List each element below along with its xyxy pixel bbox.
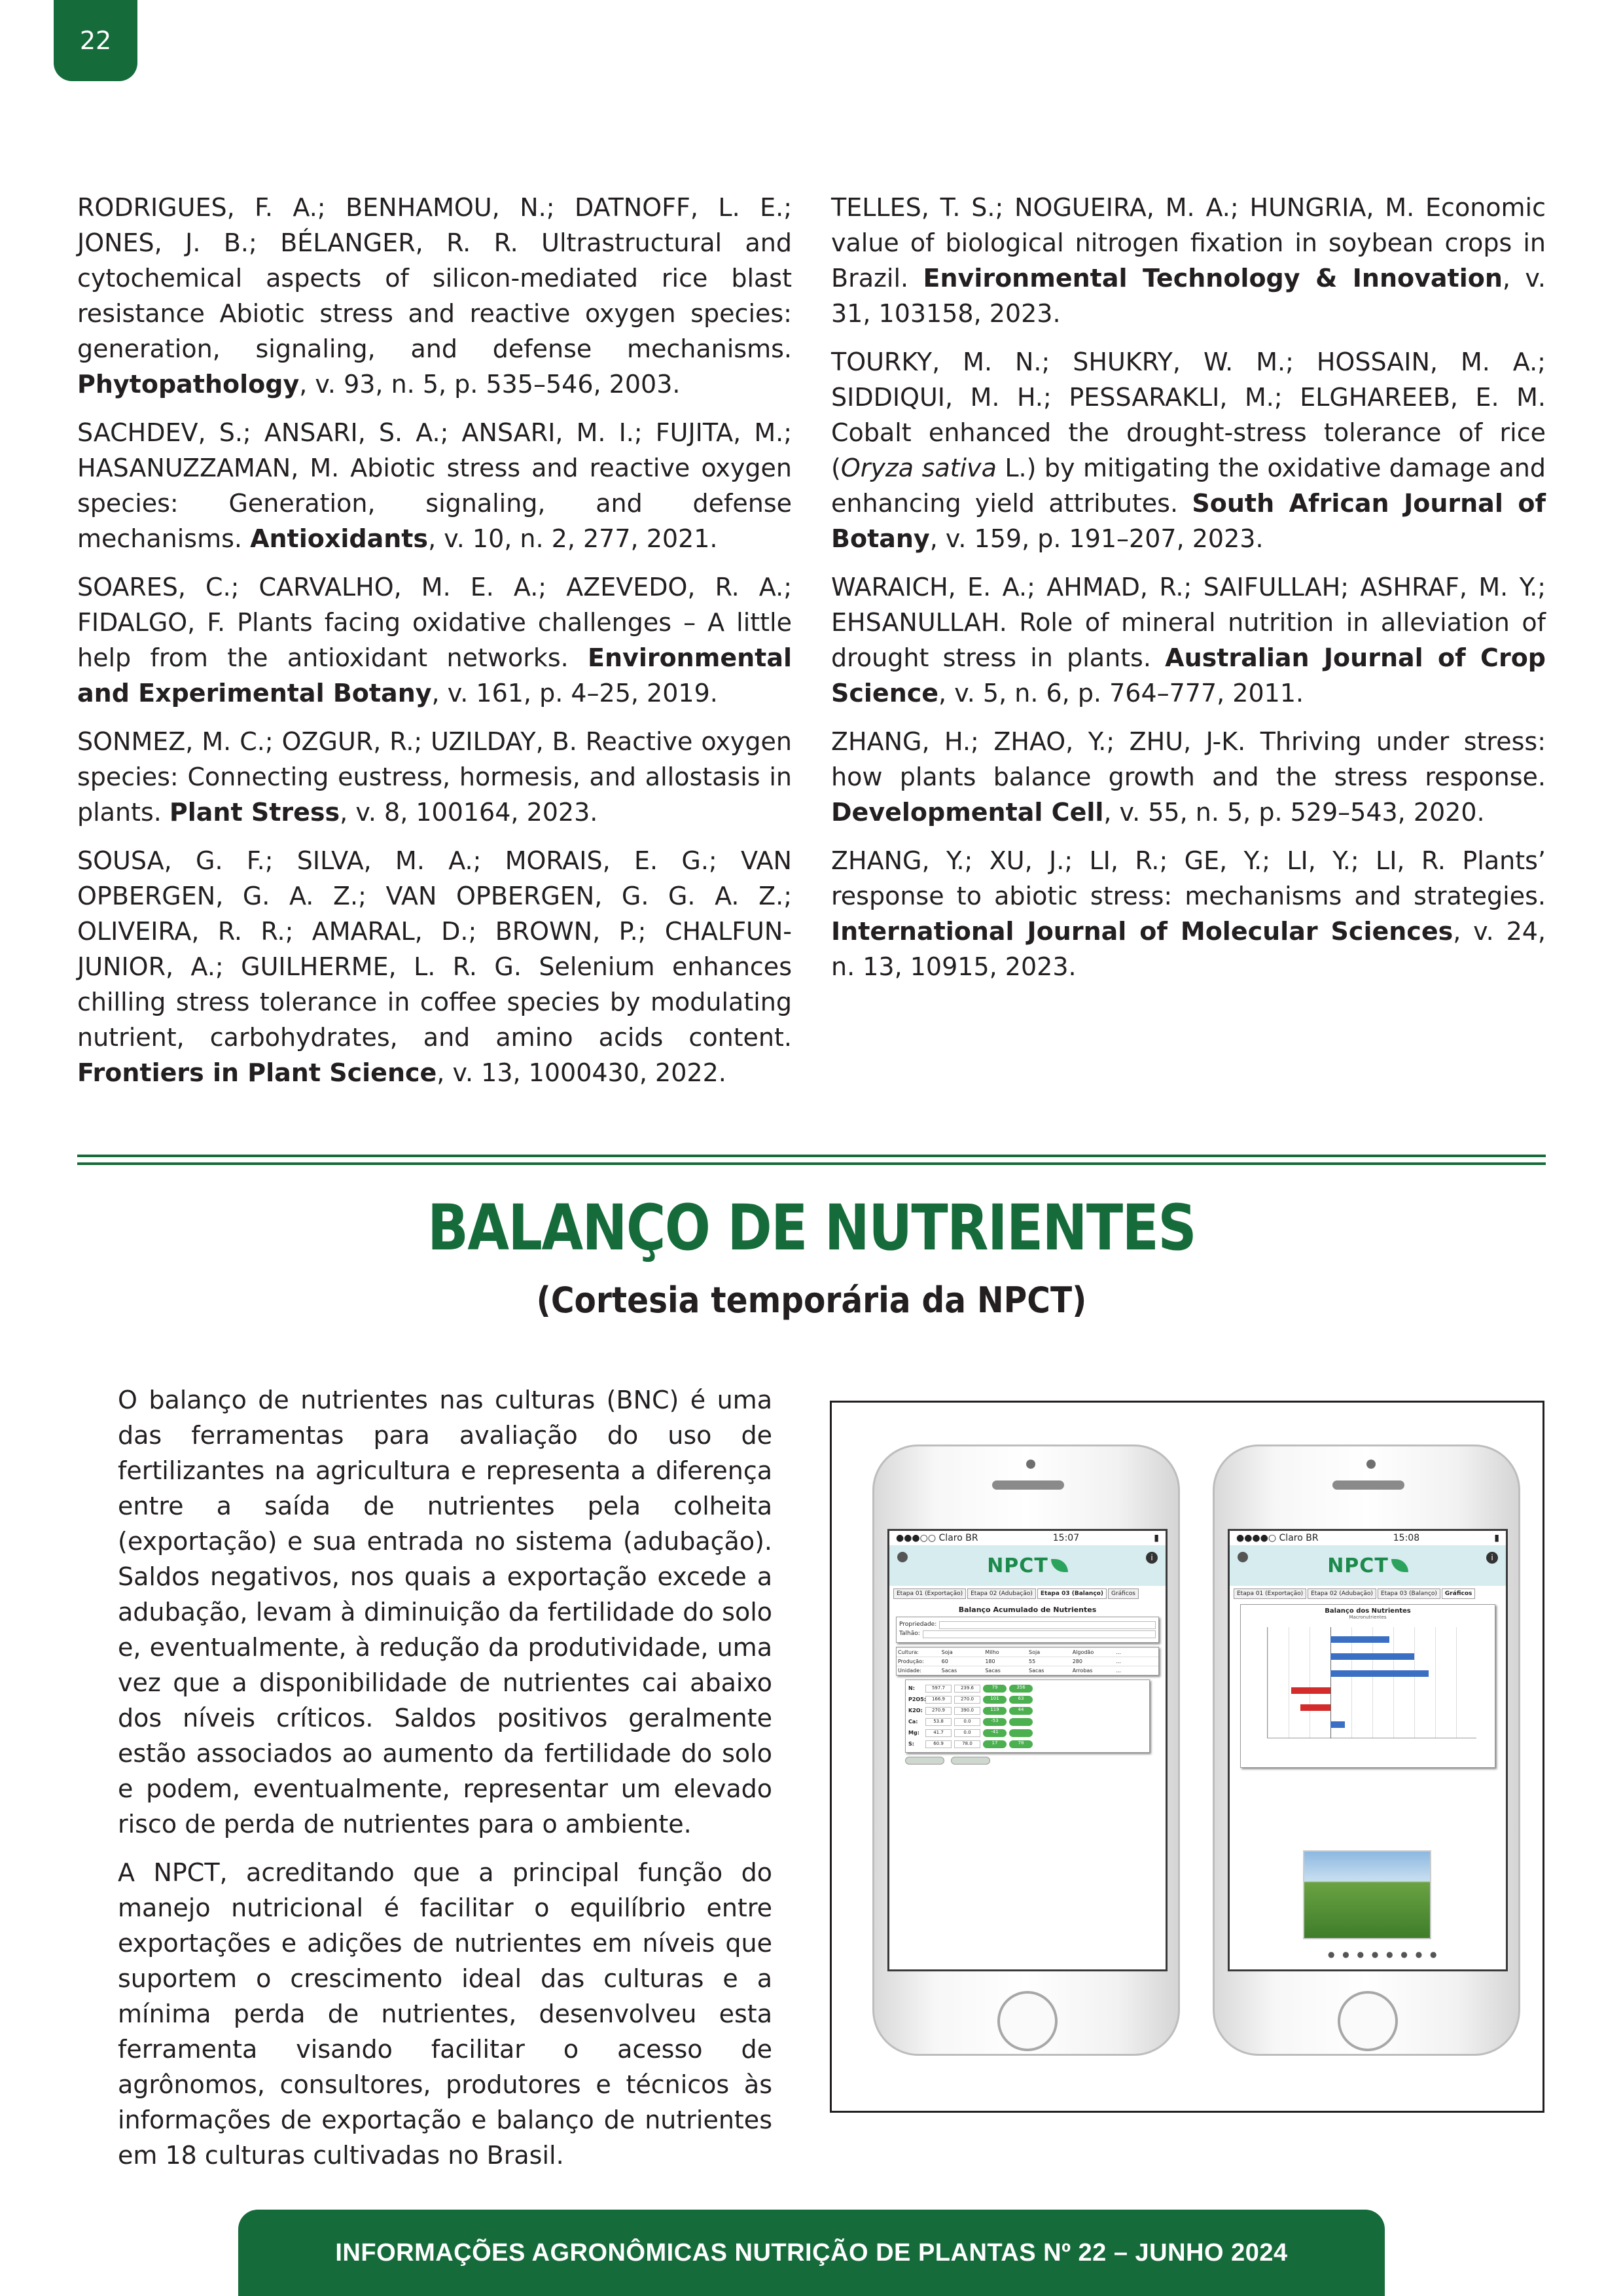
bar-mg: [1300, 1704, 1330, 1711]
table-cell: Sacas: [941, 1668, 957, 1674]
form-label: Talhão:: [899, 1630, 920, 1637]
reference-item: TELLES, T. S.; NOGUEIRA, M. A.; HUNGRIA, M. Economic value of biological nitrogen fixation in soybean crops in Brazil. Environmental Technology & Innovation, v. 31, 103158, 2023.: [831, 193, 1546, 328]
nutrient-label: K2O:: [908, 1708, 923, 1713]
tab-graficos[interactable]: Gráficos: [1442, 1588, 1475, 1599]
reference-item: SONMEZ, M. C.; OZGUR, R.; UZILDAY, B. Reactive oxygen species: Connecting eustress, hormesis, and allostasis in plants. Plant Stress, v. 8, 100164, 2023.: [77, 727, 792, 827]
table-cell: 180: [985, 1659, 995, 1664]
table-row: [908, 1716, 1147, 1727]
table-cell: Soja: [1029, 1649, 1041, 1655]
nutrient-label: S:: [908, 1741, 914, 1747]
section-divider: [77, 1155, 1546, 1157]
reference-item: ZHANG, Y.; XU, J.; LI, R.; GE, Y.; LI, Y.; LI, R. Plants’ response to abiotic stress: mechanisms and strategies. International Journal of Molecular Sciences, v. 24, n. 13, 10915, 2023.: [831, 846, 1546, 981]
property-field[interactable]: [939, 1621, 1156, 1629]
tab-adubacao[interactable]: Etapa 02 (Adubação): [967, 1588, 1036, 1599]
export-value: 166.9: [925, 1696, 952, 1704]
table-cell: Sacas: [1029, 1668, 1044, 1674]
return-badge: 44: [1009, 1707, 1033, 1715]
balance-badge: 79: [983, 1685, 1007, 1693]
bar-k2o: [1330, 1670, 1429, 1677]
crop-field-photo[interactable]: [1303, 1850, 1431, 1939]
table-row: [897, 1647, 1158, 1657]
balance-badge: 17: [983, 1740, 1007, 1748]
clock-label: 15:07: [1052, 1533, 1080, 1543]
npct-logo: NPCT: [1327, 1554, 1389, 1577]
table-row: [908, 1705, 1147, 1716]
table-cell: Soja: [941, 1649, 953, 1655]
fertilizer-value: 390.0: [954, 1707, 980, 1715]
battery-icon: ▮: [1154, 1533, 1159, 1543]
app-header: [889, 1545, 1166, 1586]
table-row: [897, 1666, 1158, 1675]
bar-n: [1330, 1636, 1389, 1643]
nutrient-balance-chart: [1240, 1604, 1495, 1768]
table-cell: Milho: [985, 1649, 999, 1655]
fertilizer-value: 239.6: [954, 1685, 980, 1693]
chart-title: Balanço dos Nutrientes: [1325, 1607, 1411, 1615]
phone-screen: [887, 1529, 1168, 1971]
battery-icon: ▮: [1494, 1533, 1499, 1543]
table-cell: 55: [1029, 1659, 1036, 1664]
table-cell: Cultura:: [898, 1649, 919, 1655]
section-subtitle: (Cortesia temporária da NPCT): [536, 1280, 1087, 1321]
bar-ca: [1291, 1687, 1330, 1694]
app-tabs: [889, 1586, 1166, 1602]
table-cell: Arrobas: [1072, 1668, 1093, 1674]
reference-item: SOUSA, G. F.; SILVA, M. A.; MORAIS, E. G.; VAN OPBERGEN, G. A. Z.; VAN OPBERGEN, G. G. A. Z.; OLIVEIRA, R. R.; AMARAL, D.; BROWN, P.; CHALFUN-JUNIOR, A.; GUILHERME, L. R. G. Selenium enhances chilling stress tolerance in coffee species by modulating nutrient, carbohydrates, and amino acids content. Frontiers in Plant Science, v. 13, 1000430, 2022.: [77, 846, 792, 1087]
plot-field[interactable]: [923, 1630, 1156, 1638]
camera-icon: [1026, 1460, 1035, 1469]
action-buttons: [905, 1757, 1150, 1765]
speaker-grille: [1332, 1480, 1404, 1490]
table-cell: ...: [1116, 1649, 1121, 1655]
table-cell: Produção:: [898, 1659, 924, 1664]
info-icon[interactable]: i: [1146, 1552, 1158, 1564]
reference-item: SOARES, C.; CARVALHO, M. E. A.; AZEVEDO, R. A.; FIDALGO, F. Plants facing oxidative challenges – A little help from the antioxidant networks. Environmental and Experimental Botany, v. 161, p. 4–25, 2019.: [77, 573, 792, 708]
table-cell: Sacas: [985, 1668, 1001, 1674]
reference-item: ZHANG, H.; ZHAO, Y.; ZHU, J-K. Thriving under stress: how plants balance growth and the stress response. Developmental Cell, v. 55, n. 5, p. 529–543, 2020.: [831, 727, 1546, 827]
table-cell: 280: [1072, 1659, 1082, 1664]
table-cell: ...: [1116, 1668, 1121, 1674]
balance-badge: 119: [983, 1707, 1007, 1715]
app-screenshot-figure: [830, 1401, 1544, 2113]
table-row: [908, 1738, 1147, 1749]
speaker-grille: [992, 1480, 1064, 1490]
table-cell: Algodão: [1072, 1649, 1094, 1655]
body-paragraph: O balanço de nutrientes nas culturas (BNC) é uma das ferramentas para avaliação do uso de fertilizantes na agricultura e representa a diferença entre a saída de nutrientes pela colheita (exportação) e sua entrada no sistema (adubação). Saldos negativos, nos quais a exportação excede a adubação, levam à diminuição da fertilidade do solo e, eventualmente, à redução da produtividade, uma vez que a disponibilidade de nutrientes cai abaixo dos níveis críticos. Saldos positivos geralmente estão associados ao aumento da fertilidade do solo e podem, eventualmente, representar um elevado risco de perda de nutrientes para o ambiente.: [118, 1386, 772, 1839]
nutrient-label: Mg:: [908, 1730, 919, 1736]
table-row: [897, 1657, 1158, 1666]
home-button[interactable]: [1338, 1991, 1398, 2051]
balance-badge: -53: [983, 1718, 1007, 1726]
home-button[interactable]: [997, 1991, 1058, 2051]
reference-item: SACHDEV, S.; ANSARI, S. A.; ANSARI, M. I.; FUJITA, M.; HASANUZZAMAN, M. Abiotic stress and reactive oxygen species: Generation, signaling, and defense mechanisms. Antioxidants, v. 10, n. 2, 277, 2021.: [77, 418, 792, 553]
carrier-label: ●●●●○ Claro BR: [1236, 1533, 1319, 1543]
camera-icon: [1366, 1460, 1376, 1469]
references-left-column: [77, 190, 792, 1103]
section-title: BALANÇO DE NUTRIENTES: [427, 1191, 1196, 1265]
export-value: 597.7: [925, 1685, 952, 1693]
return-badge: [1009, 1729, 1033, 1737]
fertilizer-value: 0.0: [954, 1718, 980, 1726]
balance-badge: 101: [983, 1696, 1007, 1704]
balance-badge: -41: [983, 1729, 1007, 1737]
tab-balanco[interactable]: Etapa 03 (Balanço): [1037, 1588, 1107, 1599]
npct-logo: NPCT: [987, 1554, 1048, 1577]
bar-s: [1330, 1721, 1345, 1728]
leaf-icon: [1051, 1559, 1068, 1572]
carousel-dots[interactable]: ● ● ● ● ● ● ● ●: [1328, 1950, 1440, 1959]
form-label: Propriedade:: [899, 1621, 937, 1628]
tab-balanco[interactable]: Etapa 03 (Balanço): [1378, 1588, 1440, 1599]
nutrient-label: Ca:: [908, 1719, 918, 1725]
action-button[interactable]: [905, 1757, 944, 1765]
fertilizer-value: 0.0: [954, 1729, 980, 1737]
return-badge: 78: [1009, 1740, 1033, 1748]
leaf-icon: [1391, 1559, 1408, 1572]
fertilizer-value: 270.0: [954, 1696, 980, 1704]
body-text: [118, 1382, 772, 2186]
return-badge: 356: [1009, 1685, 1033, 1693]
section-divider: [77, 1162, 1546, 1165]
user-icon[interactable]: [1238, 1552, 1248, 1562]
action-button[interactable]: [951, 1757, 990, 1765]
nutrient-balance-table: [905, 1679, 1150, 1753]
references-right-column: [831, 190, 1546, 997]
export-value: 53.8: [925, 1718, 952, 1726]
body-paragraph: A NPCT, acreditando que a principal função do manejo nutricional é facilitar o equilíbrio entre exportações e adições de nutrientes em níveis que suportem o crescimento ideal das culturas e a mínima perda de nutrientes, desenvolveu esta ferramenta visando facilitar o acesso de agrônomos, consultores, produtores e técnicos às informações de exportação e balanço de nutrientes em 18 culturas cultivadas no Brasil.: [118, 1858, 772, 2170]
chart-plot-area: [1267, 1627, 1476, 1738]
status-bar: [1230, 1531, 1506, 1545]
carrier-label: ●●●○○ Claro BR: [896, 1533, 978, 1543]
bar-p2o5: [1330, 1653, 1414, 1660]
nutrient-label: N:: [908, 1685, 915, 1691]
return-badge: 63: [1009, 1696, 1033, 1704]
table-row: [908, 1694, 1147, 1705]
phone-mockup-right: [1213, 1444, 1520, 2056]
reference-item: RODRIGUES, F. A.; BENHAMOU, N.; DATNOFF, L. E.; JONES, J. B.; BÉLANGER, R. R. Ultrastructural and cytochemical aspects of silicon-mediated rice blast resistance Abiotic stress and reactive oxygen species: generation, signaling, and defense mechanisms. Phytopathology, v. 93, n. 5, p. 535–546, 2003.: [77, 193, 792, 399]
fertilizer-value: 78.0: [954, 1740, 980, 1748]
panel-title: Balanço Acumulado de Nutrientes: [958, 1605, 1097, 1614]
nutrient-label: P2O5:: [908, 1696, 926, 1702]
info-icon[interactable]: i: [1486, 1552, 1498, 1564]
export-value: 270.9: [925, 1707, 952, 1715]
phone-mockup-left: [872, 1444, 1180, 2056]
clock-label: 15:08: [1393, 1533, 1420, 1543]
status-bar: [889, 1531, 1166, 1545]
crop-table: [896, 1647, 1159, 1676]
export-value: 41.7: [925, 1729, 952, 1737]
return-badge: [1009, 1718, 1033, 1726]
reference-item: TOURKY, M. N.; SHUKRY, W. M.; HOSSAIN, M. A.; SIDDIQUI, M. H.; PESSARAKLI, M.; ELGHAREEB, E. M. Cobalt enhanced the drought-stress tolerance of rice (Oryza sativa L.) by mitigating the oxidative damage and enhancing yield attributes. South African Journal of Botany, v. 159, p. 191–207, 2023.: [831, 348, 1546, 553]
table-cell: Unidade:: [898, 1668, 921, 1674]
tab-exportacao[interactable]: Etapa 01 (Exportação): [893, 1588, 966, 1599]
reference-item: WARAICH, E. A.; AHMAD, R.; SAIFULLAH; ASHRAF, M. Y.; EHSANULLAH. Role of mineral nutrition in alleviation of drought stress in plants. Australian Journal of Crop Science, v. 5, n. 6, p. 764–777, 2011.: [831, 573, 1546, 708]
table-cell: 60: [941, 1659, 948, 1664]
property-form: [896, 1617, 1159, 1643]
export-value: 60.9: [925, 1740, 952, 1748]
app-header: [1230, 1545, 1506, 1586]
app-tabs: [1230, 1586, 1506, 1602]
phone-screen: [1228, 1529, 1508, 1971]
chart-subtitle: Macronutrientes: [1349, 1615, 1387, 1620]
tab-graficos[interactable]: Gráficos: [1108, 1588, 1139, 1599]
table-row: [908, 1727, 1147, 1738]
page-number: 22: [54, 0, 137, 81]
footer-bar: INFORMAÇÕES AGRONÔMICAS NUTRIÇÃO DE PLANTAS Nº 22 – JUNHO 2024: [238, 2210, 1385, 2296]
table-cell: ...: [1116, 1659, 1121, 1664]
table-row: [908, 1683, 1147, 1694]
tab-exportacao[interactable]: Etapa 01 (Exportação): [1234, 1588, 1306, 1599]
tab-adubacao[interactable]: Etapa 02 (Adubação): [1308, 1588, 1376, 1599]
user-icon[interactable]: [897, 1552, 908, 1562]
